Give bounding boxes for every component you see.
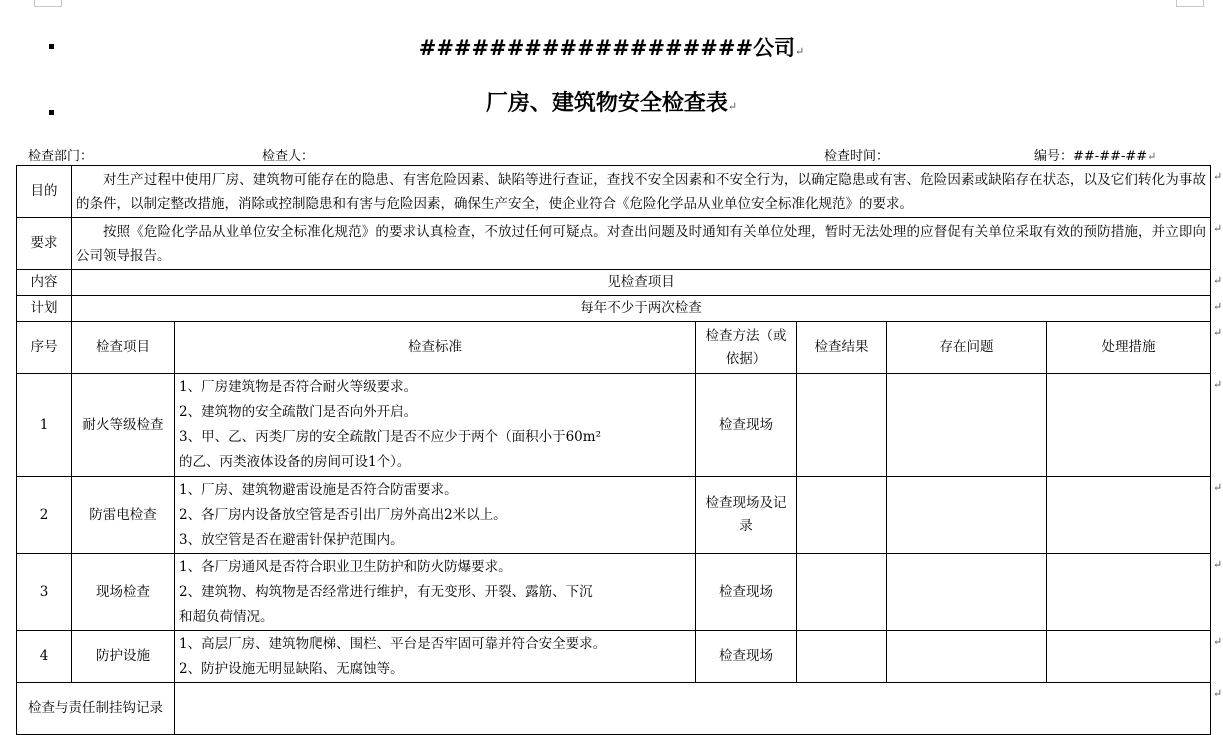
standard-line: 2、防护设施无明显缺陷、无腐蚀等。 [179, 660, 404, 677]
company-title: ###################公司↵ [418, 35, 805, 60]
row-standard [175, 477, 696, 554]
row-item: 防护设施 [72, 631, 175, 683]
plan-row [17, 296, 1211, 322]
col-result-header: 检查结果 [797, 322, 887, 374]
safety-checklist-table [16, 165, 1211, 735]
number-value: ##-##-## [1073, 149, 1148, 164]
row-measure-cell[interactable] [1047, 631, 1211, 683]
purpose-row [17, 166, 1211, 218]
row-item: 现场检查 [72, 554, 175, 631]
standard-line: 1、厂房建筑物是否符合耐火等级要求。 [179, 379, 418, 395]
row-seq: 2 [17, 477, 72, 554]
row-problem-cell[interactable] [887, 554, 1047, 631]
row-problem-cell[interactable] [887, 631, 1047, 683]
row-method: 检查现场 [696, 554, 797, 631]
content-row [17, 270, 1211, 296]
requirement-text: 按照《危险化学品从业单位安全标准化规范》的要求认真检查，不放过任何可疑点。对查出问题及时通知有关单位处理，暂时无法处理的应督促有关单位采取有效的预防措施，并立即向公司领导报告。 [72, 218, 1211, 270]
paragraph-mark: ↵ [1213, 170, 1223, 183]
column-header-row [17, 322, 1211, 374]
document-title: 厂房、建筑物安全检查表↵ [485, 90, 738, 116]
page-corner-marker-left [34, 0, 62, 7]
paragraph-mark: ↵ [1213, 687, 1223, 700]
col-measure-header: 处理措施 [1047, 322, 1211, 374]
paragraph-mark: ↵ [1213, 274, 1223, 287]
row-measure-cell[interactable] [1047, 477, 1211, 554]
standard-line: 1、厂房、建筑物避雷设施是否符合防雷要求。 [179, 481, 458, 498]
row-method: 检查现场 [696, 631, 797, 683]
col-problem-header: 存在问题 [887, 322, 1047, 374]
page-corner-marker-right [1176, 0, 1204, 7]
paragraph-mark: ↵ [795, 45, 805, 58]
footer-row [17, 683, 1211, 735]
standard-line: 1、高层厂房、建筑物爬梯、围栏、平台是否牢固可靠并符合安全要求。 [179, 635, 607, 652]
paragraph-mark: ↵ [1213, 635, 1223, 648]
time-label: 检查时间： [824, 149, 890, 164]
row-seq: 1 [17, 374, 72, 477]
number-label: 编号： [1034, 149, 1074, 164]
row-standard [175, 554, 696, 631]
paragraph-mark: ↵ [1213, 558, 1223, 571]
inspector-label: 检查人： [262, 149, 315, 164]
standard-line: 3、甲、乙、丙类厂房的安全疏散门是否不应少于两个（面积小于60m² [179, 429, 601, 445]
row-seq: 4 [17, 631, 72, 683]
table-row [17, 477, 1211, 554]
paragraph-mark: ↵ [727, 100, 738, 113]
standard-line: 2、各厂房内设备放空管是否引出厂房外高出2米以上。 [179, 506, 507, 523]
col-method-header: 检查方法（或依据） [696, 322, 797, 374]
table-row [17, 631, 1211, 683]
footer-label: 检查与责任制挂钩记录 [17, 683, 175, 735]
plan-text: 每年不少于两次检查 [72, 296, 1211, 322]
row-seq: 3 [17, 554, 72, 631]
paragraph-mark: ↵ [1213, 481, 1223, 494]
standard-line: 3、放空管是否在避雷针保护范围内。 [179, 531, 404, 548]
paragraph-mark: ↵ [1213, 326, 1223, 339]
content-text: 见检查项目 [72, 270, 1211, 296]
paragraph-mark: ↵ [1213, 222, 1223, 235]
purpose-text: 对生产过程中使用厂房、建筑物可能存在的隐患、有害危险因素、缺陷等进行查证，查找不安全因素和不安全行为，以确定隐患或有害、危险因素或缺陷存在状态，以及它们转化为事故的条件，以制定整改措施，消除或控制隐患和有害与危险因素，确保生产安全，使企业符合《危险化学品从业单位安全标准化规范》的要求。 [72, 166, 1211, 218]
number-field [1034, 145, 1156, 164]
requirement-row [17, 218, 1211, 270]
row-result-cell[interactable] [797, 631, 887, 683]
row-item: 防雷电检查 [72, 477, 175, 554]
col-item-header: 检查项目 [72, 322, 175, 374]
row-measure-cell[interactable] [1047, 374, 1211, 477]
row-measure-cell[interactable] [1047, 554, 1211, 631]
row-standard [175, 631, 696, 683]
row-problem-cell[interactable] [887, 374, 1047, 477]
row-standard [175, 374, 696, 477]
row-method: 检查现场 [696, 374, 797, 477]
content-label: 内容 [17, 270, 72, 296]
paragraph-mark: ↵ [1147, 150, 1157, 163]
paragraph-mark: ↵ [1213, 300, 1223, 313]
row-result-cell[interactable] [797, 554, 887, 631]
standard-line: 1、各厂房通风是否符合职业卫生防护和防火防爆要求。 [179, 558, 512, 575]
col-seq-header: 序号 [17, 322, 72, 374]
row-item: 耐火等级检查 [72, 374, 175, 477]
standard-line: 2、建筑物的安全疏散门是否向外开启。 [179, 404, 418, 420]
col-standard-header: 检查标准 [175, 322, 696, 374]
footer-record-cell[interactable] [175, 683, 1211, 735]
plan-label: 计划 [17, 296, 72, 322]
standard-line: 2、建筑物、构筑物是否经常进行维护，有无变形、开裂、露筋、下沉 [179, 583, 593, 600]
purpose-label: 目的 [17, 166, 72, 218]
row-result-cell[interactable] [797, 477, 887, 554]
dept-label: 检查部门： [28, 149, 94, 164]
paragraph-mark: ↵ [1213, 378, 1223, 391]
table-row [17, 554, 1211, 631]
standard-line: 和超负荷情况。 [179, 608, 274, 625]
standard-line: 的乙、丙类液体设备的房间可设1个）。 [179, 454, 411, 470]
requirement-label: 要求 [17, 218, 72, 270]
row-result-cell[interactable] [797, 374, 887, 477]
row-method: 检查现场及记录 [696, 477, 797, 554]
row-problem-cell[interactable] [887, 477, 1047, 554]
table-row [17, 374, 1211, 477]
